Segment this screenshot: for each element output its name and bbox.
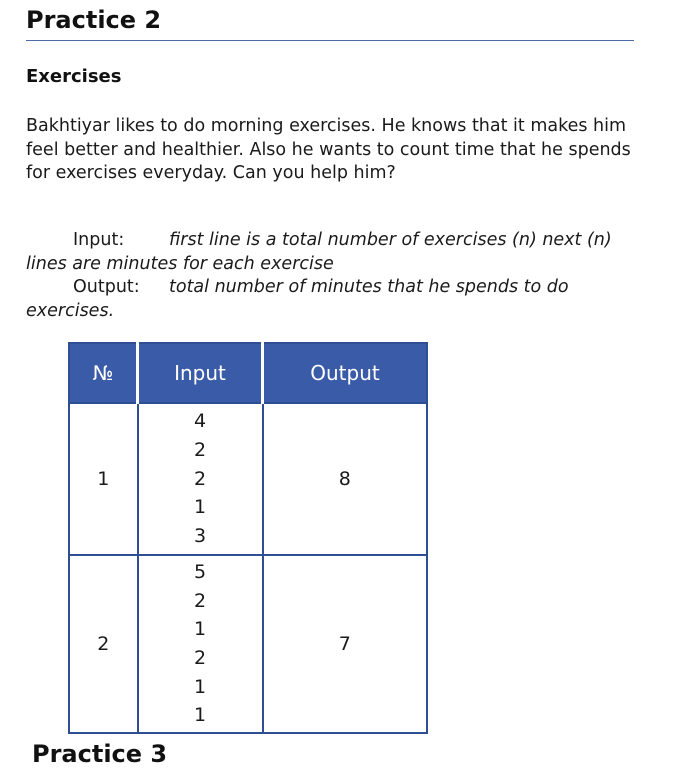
input-value: 5 xyxy=(193,560,207,583)
row-input xyxy=(138,555,263,733)
row-number: 2 xyxy=(69,555,138,733)
input-value: 2 xyxy=(193,647,207,669)
problem-description: Bakhtiyar likes to do morning exercises. He knows that it makes him feel better and healthier. Also he wants to count time that he spends for exercises everyday. Can you help him? xyxy=(26,116,631,183)
input-label: Input: xyxy=(73,230,125,250)
table-row xyxy=(69,403,427,555)
output-text: total number of minutes that he spends to do exercises. xyxy=(26,277,569,321)
next-section-title: Practice 3 xyxy=(32,740,168,768)
row-output: 7 xyxy=(263,555,428,733)
input-value: 1 xyxy=(193,704,207,727)
header-number: № xyxy=(69,343,138,403)
input-text: first line is a total number of exercises (n) next (n) lines are minutes for each exercise xyxy=(26,230,612,274)
io-specification xyxy=(26,229,638,323)
next-section-title-clipped xyxy=(32,740,332,768)
header-output: Output xyxy=(263,343,428,403)
input-value: 2 xyxy=(193,438,207,461)
output-label: Output: xyxy=(73,277,140,297)
page-title: Practice 2 xyxy=(26,6,162,34)
input-value: 4 xyxy=(193,410,207,433)
input-value: 1 xyxy=(193,675,207,698)
table-header-row xyxy=(69,343,427,403)
input-spec xyxy=(26,229,638,276)
input-value: 2 xyxy=(193,467,207,490)
title-divider xyxy=(26,40,634,41)
section-title: Exercises xyxy=(26,66,122,87)
row-input xyxy=(138,403,263,555)
table-row xyxy=(69,555,427,733)
input-value: 1 xyxy=(193,496,207,519)
examples-table xyxy=(68,342,428,734)
input-value: 3 xyxy=(193,525,207,548)
input-value: 1 xyxy=(193,618,207,641)
row-number: 1 xyxy=(69,403,138,555)
row-output: 8 xyxy=(263,403,428,555)
header-input: Input xyxy=(138,343,263,403)
output-spec xyxy=(26,276,638,323)
input-value: 2 xyxy=(193,589,207,612)
